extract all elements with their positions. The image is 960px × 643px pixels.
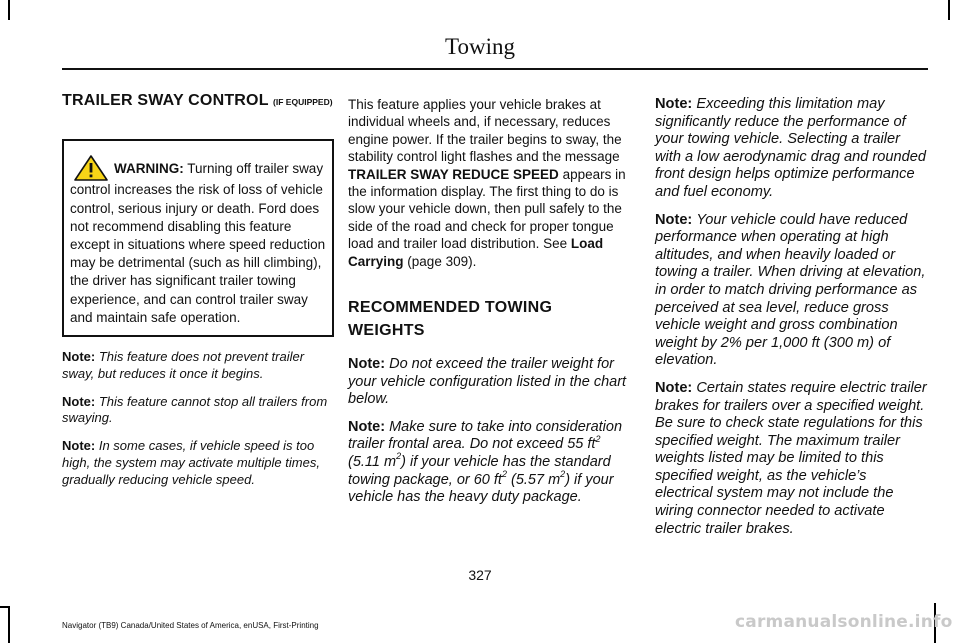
note-frontal-area xyxy=(348,419,632,507)
note-label: Note: xyxy=(62,349,96,365)
note-label: Note: xyxy=(655,211,693,228)
column-1 xyxy=(62,92,334,500)
section-title xyxy=(62,92,334,111)
column-3 xyxy=(655,96,928,548)
crop-mark xyxy=(8,0,10,20)
note-label: Note: xyxy=(348,356,386,373)
crop-mark xyxy=(8,606,10,643)
display-message-name: TRAILER SWAY REDUCE SPEED xyxy=(348,166,559,182)
note-text: Do not exceed the trailer weight for your vehicle configuration listed in the chart below. xyxy=(348,356,627,408)
warning-box xyxy=(62,139,334,337)
note-text: This feature cannot stop all trailers from swaying. xyxy=(62,393,328,426)
note-label: Note: xyxy=(655,379,693,396)
section-title-text: TRAILER SWAY CONTROL xyxy=(62,92,269,109)
section-title-suffix: (IF EQUIPPED) xyxy=(273,97,333,107)
header-rule xyxy=(62,68,928,70)
note xyxy=(62,349,334,383)
warning-label: WARNING: xyxy=(114,161,184,177)
note-label: Note: xyxy=(655,96,693,112)
body-paragraph xyxy=(348,96,632,270)
watermark: carmanualsonline.info xyxy=(735,612,953,632)
cross-reference-link[interactable]: Load Carrying xyxy=(348,236,604,269)
publication-info: Navigator (TB9) Canada/United States of America, enUSA, First-Printing xyxy=(62,621,319,630)
note xyxy=(655,380,928,538)
note-label: Note: xyxy=(62,438,96,454)
note xyxy=(655,212,928,370)
note xyxy=(62,438,334,488)
note-text: Make sure to take into consideration trailer frontal area. Do not exceed 55 $ft^2$ (5.11 $m^2$) if your vehicle has the standard towing package, or 60 $ft^2$ (5.57 $m^2$) if your vehicle has the heavy duty package. xyxy=(348,418,623,506)
note-text: Exceeding this limitation may significantly reduce the performance of your towing vehicle. Selecting a trailer with a low aerodynamic drag and rounded front design helps optimize performance and fuel economy. xyxy=(655,96,926,200)
note-label: Note: xyxy=(348,418,386,435)
note-label: Note: xyxy=(62,393,96,409)
paragraph-text: appears in the information display. The first thing to do is slow your vehicle down, then pull safely to the side of the road and check for proper tongue load and trailer load distribution. See xyxy=(348,166,626,252)
note xyxy=(62,394,334,428)
crop-mark xyxy=(948,0,950,20)
note-text: In some cases, if vehicle speed is too high, the system may activate multiple times, gradually reducing vehicle speed. xyxy=(62,438,320,487)
section-heading: RECOMMENDED TOWING WEIGHTS xyxy=(348,299,553,340)
warning-text: Turning off trailer sway control increases the risk of loss of vehicle control, serious injury or death. Ford does not recommend disabling this feature except in situations where speed reduction may be detrimental (such as hill climbing), the driver has significant trailer towing experience, and can control trailer sway and maintain safe operation. xyxy=(70,161,326,325)
warning-triangle-icon xyxy=(74,155,108,181)
note xyxy=(655,96,928,202)
note-text: Certain states require electric trailer brakes for trailers over a specified weight. Be sure to check state regulations for this specified weight. The maximum trailer weights listed may be limited to this specified weight, as the vehicle’s electrical system may not include the wiring connector needed to activate electric trailer brakes. xyxy=(655,379,927,537)
page-header-title: Towing xyxy=(445,34,515,59)
note-text: This feature does not prevent trailer sway, but reduces it once it begins. xyxy=(62,349,305,381)
paragraph-text: This feature applies your vehicle brakes at individual wheels and, if necessary, reduces engine power. If the trailer begins to sway, the stability control light flashes and the message xyxy=(348,97,622,165)
cross-reference-page: (page 309). xyxy=(407,253,477,269)
note xyxy=(348,356,632,409)
note-text: Your vehicle could have reduced performance when operating at high altitudes, and when heavily loaded or towing a trailer. When driving at elevation, in order to match driving performance as perceived at sea level, reduce gross vehicle weight and gross combination weight by 2% per 1,000 ft (300 m) of elevation. xyxy=(655,211,926,369)
page-number: 327 xyxy=(468,567,492,583)
column-2 xyxy=(348,96,632,517)
